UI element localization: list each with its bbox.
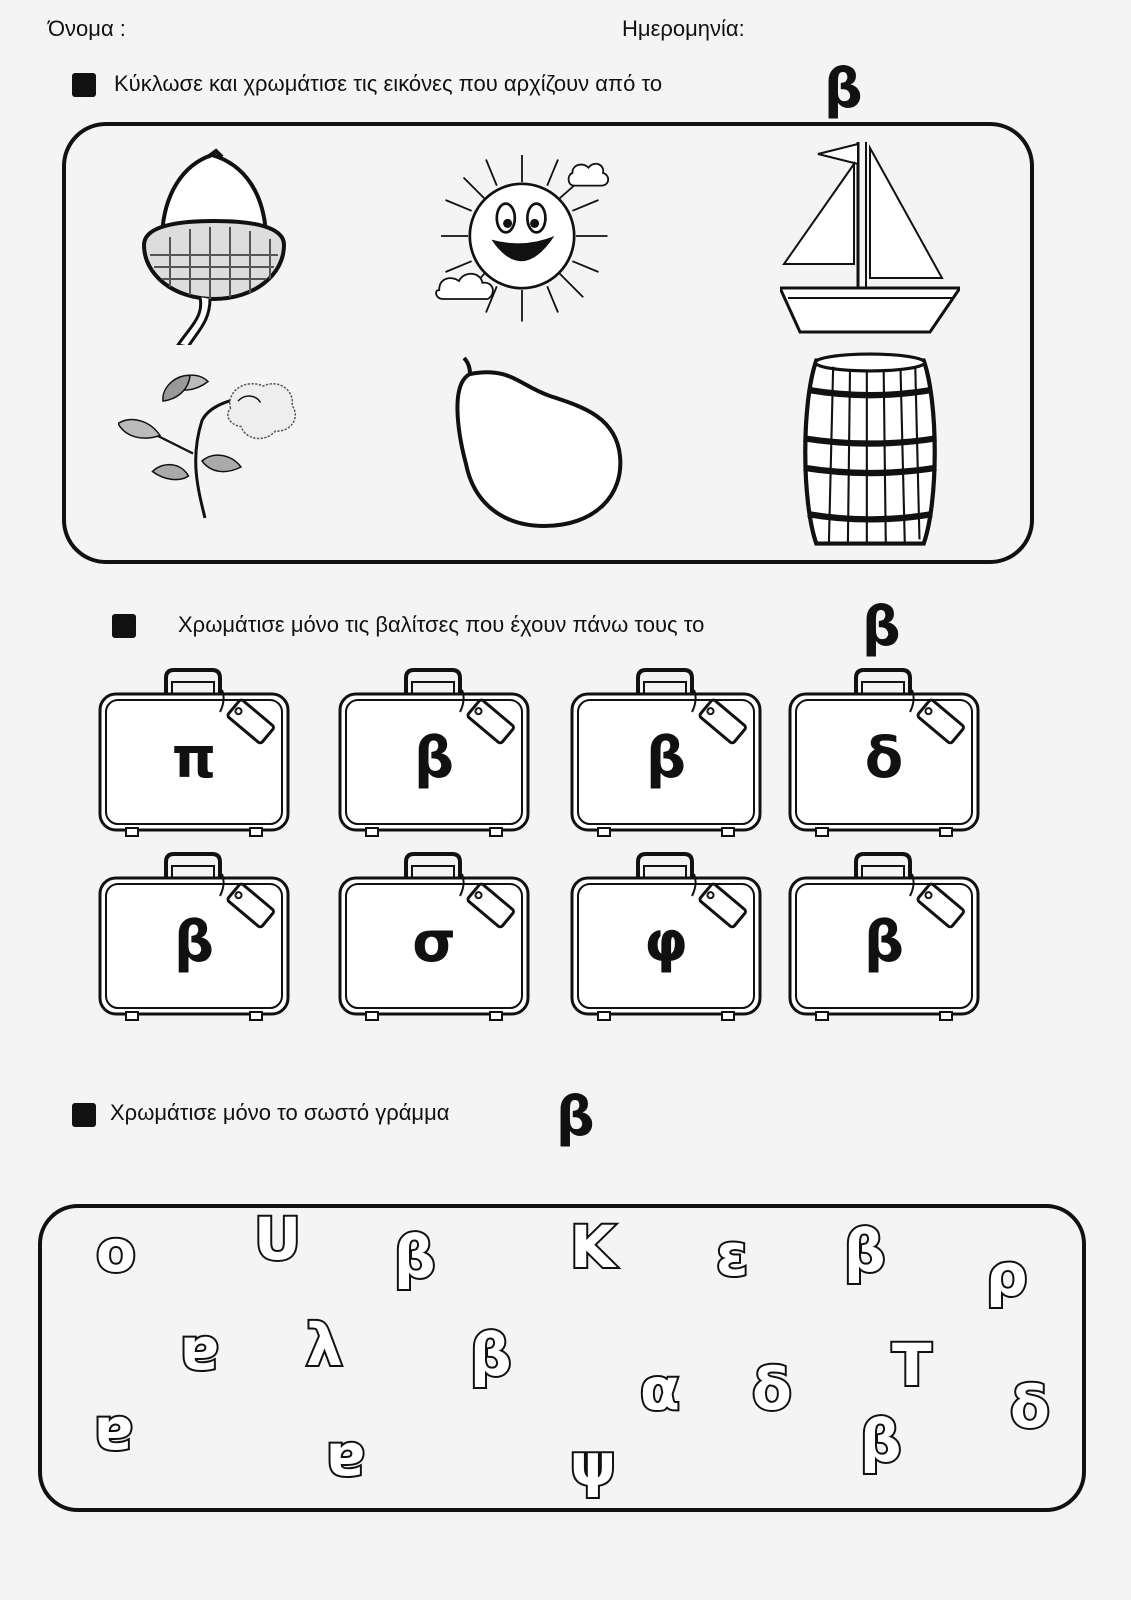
- letter-choice[interactable]: ɐ: [326, 1421, 366, 1489]
- letter-choice[interactable]: β: [844, 1217, 886, 1285]
- letter-choice[interactable]: β: [394, 1223, 436, 1291]
- suitcase[interactable]: [568, 848, 764, 1028]
- name-label: Όνομα :: [48, 16, 126, 41]
- instruction-3: Χρωμάτισε μόνο το σωστό γράμμα: [110, 1100, 450, 1125]
- suitcase-letter: β: [173, 910, 215, 975]
- target-letter-1: β: [824, 57, 863, 120]
- bullet-square-icon: [72, 1103, 96, 1127]
- letter-choice[interactable]: β: [470, 1321, 512, 1389]
- letter-choice[interactable]: ɐ: [180, 1315, 220, 1383]
- suitcase-letter: φ: [644, 910, 688, 975]
- suitcase[interactable]: [568, 664, 764, 844]
- suitcase-letter: π: [171, 726, 217, 791]
- barrel-picture[interactable]: [780, 352, 960, 552]
- letter-choice[interactable]: ε: [716, 1221, 749, 1289]
- bullet-square-icon: [112, 614, 136, 638]
- letter-choice[interactable]: λ: [306, 1311, 343, 1379]
- letter-choice[interactable]: T: [892, 1331, 932, 1399]
- letter-choice[interactable]: ψ: [570, 1431, 617, 1499]
- suitcase-letter: β: [863, 910, 905, 975]
- instruction-1: Κύκλωσε και χρωμάτισε τις εικόνες που αρχίζουν από το: [114, 71, 663, 96]
- letter-choice[interactable]: o: [96, 1217, 136, 1285]
- target-letter-2: β: [862, 595, 901, 658]
- date-label: Ημερομηνία:: [622, 16, 745, 41]
- suitcase-letter: β: [645, 726, 687, 791]
- suitcase[interactable]: [96, 664, 292, 844]
- instruction-2: Χρωμάτισε μόνο τις βαλίτσες που έχουν πάνω τους το: [178, 612, 705, 637]
- letter-choice[interactable]: α: [640, 1355, 680, 1423]
- suitcase[interactable]: [96, 848, 292, 1028]
- letter-choice[interactable]: β: [860, 1407, 902, 1475]
- suitcase-letter: σ: [412, 910, 456, 975]
- letter-choice[interactable]: δ: [1010, 1373, 1050, 1441]
- sun-picture[interactable]: [432, 136, 612, 336]
- pear-picture[interactable]: [448, 340, 628, 540]
- letter-choice[interactable]: δ: [752, 1355, 792, 1423]
- suitcase-letter: δ: [864, 726, 904, 791]
- bullet-square-icon: [72, 73, 96, 97]
- letter-choice[interactable]: K: [570, 1213, 615, 1281]
- suitcase[interactable]: [786, 848, 982, 1028]
- suitcase[interactable]: [786, 664, 982, 844]
- letter-choice[interactable]: ρ: [986, 1241, 1028, 1309]
- suitcase[interactable]: [336, 664, 532, 844]
- letter-choice[interactable]: U: [254, 1205, 302, 1273]
- cotton-plant-picture[interactable]: [118, 346, 298, 546]
- acorn-picture[interactable]: [130, 145, 310, 345]
- letter-choice[interactable]: ɐ: [94, 1395, 134, 1463]
- target-letter-3: β: [556, 1085, 595, 1148]
- suitcase[interactable]: [336, 848, 532, 1028]
- suitcase-letter: β: [413, 726, 455, 791]
- sailboat-picture[interactable]: [780, 134, 960, 334]
